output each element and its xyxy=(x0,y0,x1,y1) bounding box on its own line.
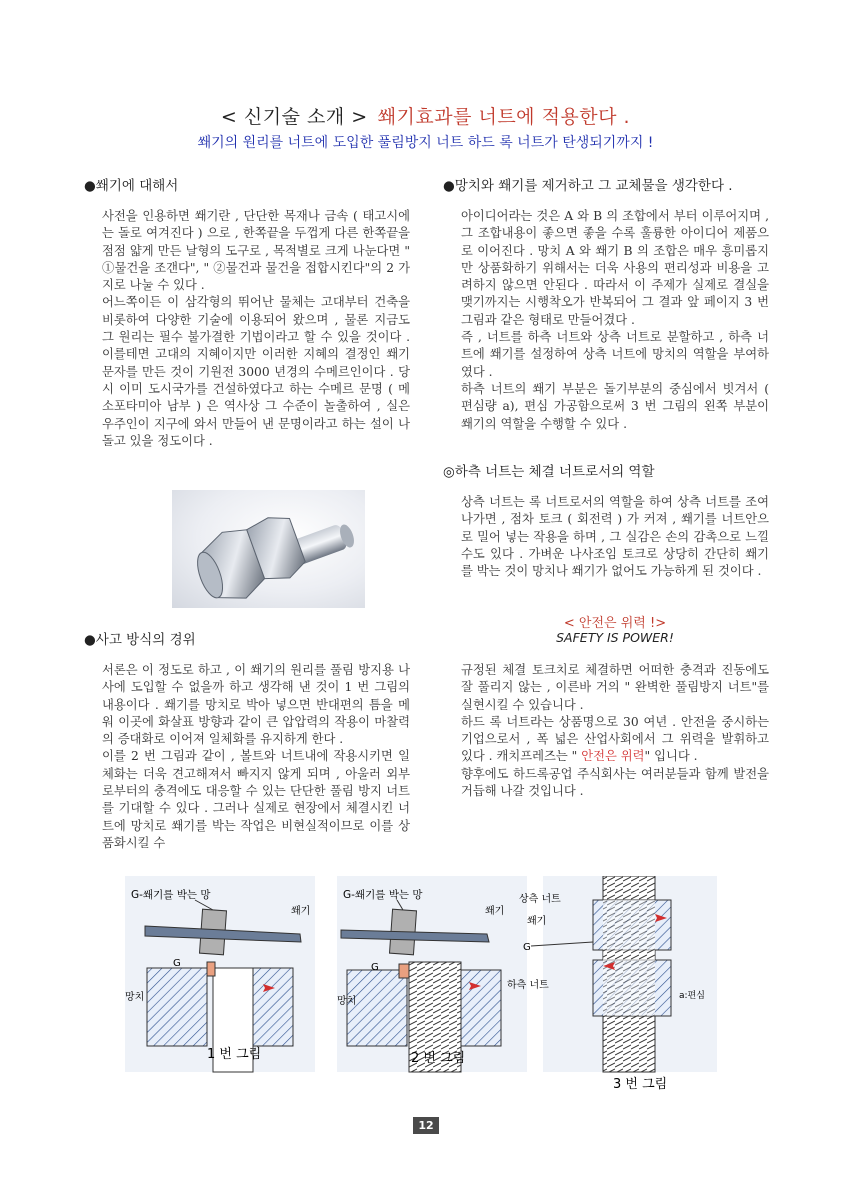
left-section2-para2: 이를 2 번 그림과 같이 , 볼트와 너트내에 작용시키면 일체화는 더욱 견고해져서 빠지지 않게 되며 , 아울러 외부로부터의 충격에도 대응할 수 있는 단단한 풀림 방지 너트를 기대할 수 있다 . 그러나 실제로 현장에서 체결시킨 너트에 망치로 쐐기를 박는 작업은 비현실적이므로 이를 상품화시킬 수 xyxy=(102,749,410,850)
safety-slogan-en: SAFETY IS POWER! xyxy=(556,630,674,645)
left-section2-body xyxy=(102,662,410,852)
right-section3-body xyxy=(461,662,769,800)
right-section3-para2 xyxy=(461,714,769,766)
fig1-g-label: G xyxy=(173,958,181,969)
right-section1-para3: 하측 너트의 쐐기 부분은 돌기부분의 중심에서 빗겨서 ( 편심량 a), 편심 가공함으로써 3 번 그림의 왼쪽 부분이 쐐기의 역할을 수행할 수 있다 . xyxy=(461,381,769,431)
fig1-top-label: G-쐐기를 박는 망 xyxy=(131,889,211,901)
page-title xyxy=(0,102,851,129)
left-section2-para1: 서론은 이 정도로 하고 , 이 쐐기의 원리를 풀림 방지용 나사에 도입할 수 없을까 하고 생각해 낸 것이 1 번 그림의 내용이다 . 쐐기를 망치로 박아 넣으면 반대편의 틈을 메워 이곳에 화살표 방향과 같이 큰 압압력의 작용이 마찰력의 증대화로 이어져 일체화를 유지하게 한다 . xyxy=(102,663,410,747)
fig1-hammer-label: 망치 xyxy=(125,992,145,1003)
bolt-nut-image xyxy=(172,490,365,608)
right-section2-heading: ◎하측 너트는 체결 너트로서의 역할 xyxy=(443,464,655,480)
left-section1-heading: ●쐐기에 대해서 xyxy=(84,178,179,194)
page-number: 12 xyxy=(413,1117,439,1134)
fig1-caption: 1 번 그림 xyxy=(207,1047,262,1062)
catchphrase-pre: 하드 록 너트라는 상품명으로 30 여년 . 안전을 중시하는 기업으로서 , 폭 넓은 산업사회에서 그 위력을 발휘하고 있다 . 캐치프레즈는 " xyxy=(461,714,769,764)
figure-1 xyxy=(125,876,315,1072)
left-section1-para1: 사전을 인용하면 쐐기란 , 단단한 목재나 금속 ( 태고시에는 돌로 여겨진다 ) 으로 , 한쪽끝을 두껍게 다른 한쪽끝을 점점 얇게 만든 날형의 도구로 , 목적별로 크게 나눈다면 " ①물건을 조갠다", " ②물건과 물건을 접합시킨다"의 2 가지로 나눌 수 있다 . xyxy=(102,209,410,293)
page-subtitle: 쐐기의 원리를 너트에 도입한 풀림방지 너트 하드 록 너트가 탄생되기까지 ! xyxy=(197,135,654,151)
fig3-eccentric-label: a:편심 xyxy=(679,991,705,1001)
left-section2-heading: ●사고 방식의 경위 xyxy=(84,632,196,648)
fig2-hammer-label: 망치 xyxy=(337,996,357,1007)
figure-2 xyxy=(337,876,527,1072)
fig2-caption: 2 번 그림 xyxy=(411,1051,466,1066)
right-section1-para2: 즉 , 너트를 하측 너트와 상측 너트로 분할하고 , 하측 너트에 쐐기를 설정하여 상측 너트에 망치의 역할을 부여하였다 . xyxy=(461,330,769,379)
bolt-nut-photo xyxy=(172,490,365,608)
right-section1-heading: ●망치와 쐐기를 제거하고 그 교체물을 생각한다 . xyxy=(443,178,733,194)
fig2-g-label: G xyxy=(371,962,379,973)
figures-diagram xyxy=(125,876,725,1106)
fig2-wedge-label: 쐐기 xyxy=(485,906,505,917)
fig3-upper-nut-label: 상측 너트 xyxy=(519,894,561,905)
fig1-wedge-label: 쐐기 xyxy=(291,906,311,917)
right-section2-body: 상측 너트는 록 너트로서의 역할을 하여 상측 너트를 조여 나가면 , 점차 토크 ( 회전력 ) 가 커져 , 쐐기를 너트안으로 밀어 넣는 작용을 하며 , 그 실감은 손의 감촉으로 느낄 수도 있다 . 가벼운 나사조임 토크로 상당히 간단히 쐐기를 박는 것이 망치나 쐐기가 없어도 가능하게 된 것이다 . xyxy=(461,495,769,579)
right-section3-para3: 향후에도 하드록공업 주식회사는 여러분들과 함께 발전을 거듭해 나갈 것입니다 . xyxy=(461,766,769,799)
left-section1-para2: 어느쪽이든 이 삼각형의 뛰어난 물체는 고대부터 건축을 비롯하여 다양한 기술에 이용되어 왔으며 , 물론 지금도 그 원리는 필수 불가결한 기법이라고 할 수 있을 것이다 . 이를테면 고대의 지혜이지만 이러한 지혜의 결정인 쐐기 문자를 만든 것이 기원전 3000 년경의 수메르인이다 . 당시 이미 도시국가를 건설하였다고 하는 수메르 문명 ( 메소포타미아 남부 ) 은 역사상 그 수준이 놀출하여 , 실은 우주인이 지구에 와서 만들어 낸 문명이라고 하는 설이 나돌고 있을 정도이다 . xyxy=(102,295,410,448)
safety-slogan-ko: < 안전은 위력 !> xyxy=(563,616,667,631)
right-section1-body xyxy=(461,208,769,433)
fig3-g-label: G xyxy=(523,942,531,953)
title-main: 쐐기효과를 너트에 적용한다 . xyxy=(377,106,631,128)
figure-3 xyxy=(507,876,717,1092)
left-section1-body xyxy=(102,208,410,450)
fig3-lower-nut-label: 하측 너트 xyxy=(507,980,549,991)
fig3-caption: 3 번 그림 xyxy=(613,1077,668,1092)
fig2-top-label: G-쐐기를 박는 망 xyxy=(343,889,423,901)
catchphrase-post: " 입니다 . xyxy=(644,749,698,764)
catchphrase-highlight: 안전은 위력 xyxy=(581,749,645,764)
fig3-wedge-label: 쐐기 xyxy=(527,916,547,927)
title-prefix: < 신기술 소개 > xyxy=(220,106,368,128)
right-section3-para1: 규정된 체결 토크치로 체결하면 어떠한 충격과 진동에도 잘 풀리지 않는 , 이른바 거의 " 완벽한 풀림방지 너트"를 실현시킬 수 있습니다 . xyxy=(461,663,769,712)
right-section1-para1: 아이디어라는 것은 A 와 B 의 조합에서 부터 이루어지며 , 그 조합내용이 좋으면 좋을 수록 훌륭한 아이디어 제품으로 이어진다 . 망치 A 와 쐐기 B 의 조합은 매우 흥미롭지만 상품화하기 위해서는 더욱 사용의 편리성과 비용을 고려하지 않으면 안된다 . 따라서 이 주제가 실제로 결실을 맺기까지는 시행착오가 반복되어 그 결과 앞 페이지 3 번 그림과 같은 형태로 만들어겼다 . xyxy=(461,209,769,327)
